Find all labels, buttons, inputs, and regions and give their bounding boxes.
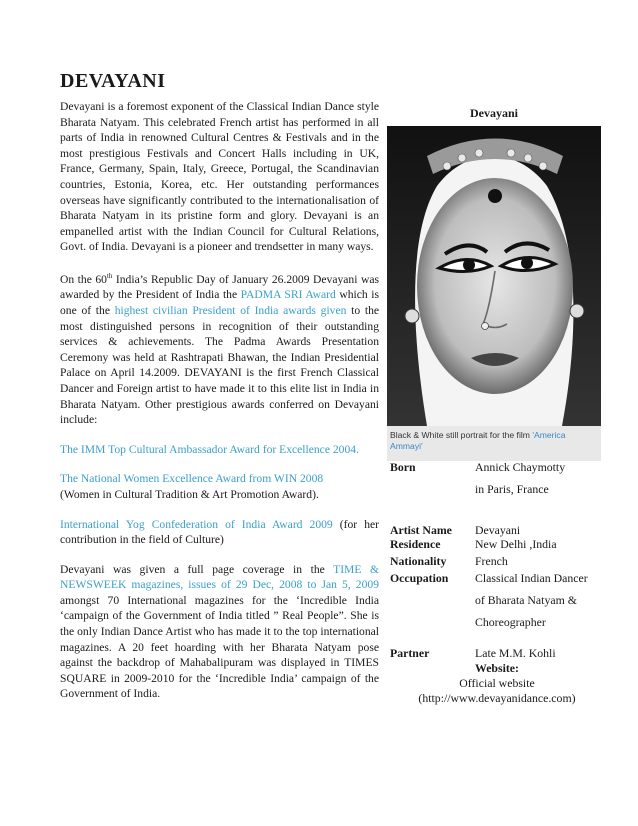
born-place: in Paris, France (475, 482, 549, 496)
infobox (387, 106, 601, 461)
artist-label: Artist Name (390, 523, 452, 537)
born-name: Annick Chaymotty (475, 460, 566, 474)
occupation-line-1: Classical Indian Dancer (475, 571, 588, 585)
intro-paragraph: Devayani is a foremost exponent of the Classical Indian Dance style Bharata Natyam. This celebrated French artist has performed in all parts of India in renowned Cultural Centres & Festivals and in the most prestigious Festivals and Concert Halls including in UK, France, Germany, Spain, Italy, Greece, Portugal, the Scandinavian countries, Estonia, Korea, etc. Her outstanding performances overseas have significantly contributed to the internationalisation of Bharata Natyam in its pristine form and glory. Devayani is an empanelled artist with the Indian Council for Cultural Relations, Govt. of India. Devayani is a pioneer and trendsetter in many ways. (60, 100, 379, 254)
win-award-link[interactable]: The National Women Excellence Award from WIN 2008 (60, 472, 324, 486)
award-win-desc: (Women in Cultural Tradition & Art Promotion Award). (60, 487, 319, 501)
occupation-label: Occupation (390, 571, 449, 585)
partner-value: Late M.M. Kohli (475, 646, 556, 660)
website-label: Website: (475, 661, 519, 675)
padma-text: which is one of the (60, 288, 379, 317)
caption-text: Black & White still portrait for the film (390, 430, 533, 440)
magazine-text: Devayani was given a full page coverage in the (60, 562, 334, 576)
padma-sri-link[interactable]: PADMA SRI Award (240, 288, 336, 302)
award-yog-desc: (for her contribution in the field of Culture) (60, 517, 379, 547)
occupation-line-3: Choreographer (475, 615, 546, 629)
ordinal-suffix: th (106, 271, 113, 280)
nationality-value: French (475, 554, 508, 568)
padma-paragraph (60, 269, 379, 428)
yog-award-link[interactable]: International Yog Confederation of India Award 2009 (60, 517, 333, 531)
residence-label: Residence (390, 537, 441, 551)
portrait-photo[interactable] (387, 126, 601, 461)
padma-text: India’s Republic Day of January 26.2009 Devayani was awarded by the President of India the (60, 272, 379, 302)
photo-caption (387, 426, 601, 461)
partner-label: Partner (390, 646, 430, 660)
born-label: Born (390, 460, 416, 474)
award-imm (60, 442, 379, 458)
given-link[interactable]: given (320, 303, 347, 317)
time-newsweek-link[interactable]: TIME & NEWSWEEK magazines, issues of 29 Dec, 2008 to Jan 5, 2009 (60, 562, 380, 592)
occupation-line-2: of Bharata Natyam & (475, 593, 577, 607)
america-ammayi-link[interactable]: 'America Ammayi' (390, 430, 566, 451)
padma-text: to the most distinguished persons in recognition of their outstanding services & achievements. The Padma Awards Presentation Ceremony was held at Rashtrapati Bhawan, the Indian Presidential Palace on April 14.2009. DEVAYANI is the first French Classical Dancer and Foreign artist to have made it to this elite list in India in Bharata Natyam. Other prestigious awards conferred on Devayani include: (60, 303, 380, 427)
award-win (60, 471, 379, 502)
imm-award-link[interactable]: The IMM Top Cultural Ambassador Award for Excellence 2004. (60, 442, 359, 456)
residence-value: New Delhi ,India (475, 537, 557, 551)
biography-column (60, 99, 379, 716)
page-title: DEVAYANI (60, 70, 166, 92)
padma-text: On the 60 (60, 272, 107, 286)
infobox-title: Devayani (470, 106, 518, 120)
magazine-text: amongst 70 International magazines for the ‘Incredible India ‘campaign of the Government of India titled ” Real People”. She is the only Indian Dance Artist who has made it to the top international magazines. A 20 feet hoarding with her Bharata Natyam pose against the backdrop of Mahabalipuram was displayed in TIMES SQUARE in 2009-2010 for the ‘Incredible India’ campaign of the Government of India. (60, 593, 379, 701)
award-yog (60, 517, 379, 548)
magazine-paragraph (60, 562, 379, 702)
nationality-label: Nationality (390, 554, 447, 568)
website-url[interactable]: (http://www.devayanidance.com) (418, 691, 576, 705)
artist-value: Devayani (475, 523, 521, 537)
portrait-image (387, 126, 601, 426)
civilian-awards-link[interactable]: highest civilian President of India awards (114, 303, 316, 317)
website-description: Official website (459, 676, 535, 690)
